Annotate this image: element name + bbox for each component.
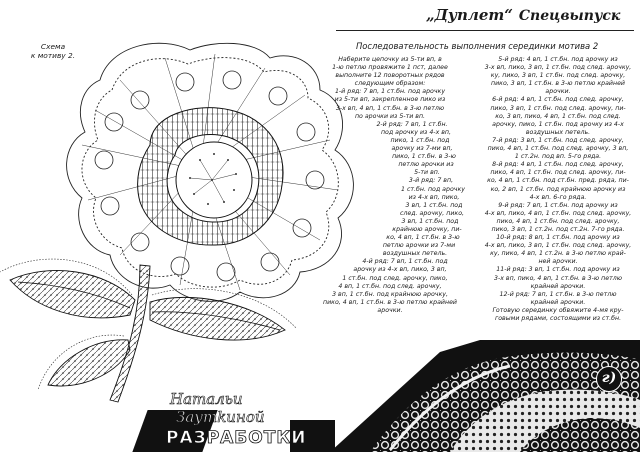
schema-label-line: Схема <box>40 42 66 51</box>
text-line: 3-х вп, пико, 4 вп, 1 ст.бн. в 3-ю петлю <box>493 274 622 282</box>
text-line: петлю арочки из <box>398 161 454 169</box>
text-line: 4 вп, 1 ст.бн. под след. арочку, <box>338 282 442 290</box>
text-line: 3 вп, 1 ст.бн. под <box>401 217 459 225</box>
text-line: 6-й ряд: 4 вп, 1 ст.бн. под след. арочку, <box>492 96 624 104</box>
text-line: 3-й ряд: 7 вп, <box>408 177 454 185</box>
text-line: 1 ст.бн. под арочку <box>401 185 465 193</box>
magazine-name: „Дуплет“ <box>426 6 513 24</box>
text-line: 10-й ряд: 8 вп, 1 ст.бн. под арочку из <box>496 234 620 242</box>
text-line: ко, 2 вп, 1 ст.бн. под крайнюю арочку из <box>490 185 626 193</box>
text-line: ку, пико, 3 вп, 1 ст.бн. под след. арочку, <box>490 72 626 80</box>
text-line: след. арочку, пико, <box>399 209 465 217</box>
text-line: 12-й ряд: 7 вп, 1 ст.бн. в 3-ю петлю <box>499 290 617 298</box>
text-line: ко, 4 вп, 1 ст.бн. в 3-ю <box>386 234 460 242</box>
text-line: арочки. <box>377 306 403 314</box>
text-line: 7-й ряд: 3 вп, 1 ст.бн. под след. арочку, <box>492 136 624 144</box>
text-line: ко, 3 вп, пико, 4 вп, 1 ст.бн. под след. <box>495 112 621 120</box>
text-line: воздушных петель. <box>525 128 591 136</box>
text-line: под арочку из 4-х вп, <box>380 128 452 136</box>
text-line: 1-й ряд: 7 вп, 1 ст.бн. под арочку <box>334 88 446 96</box>
text-line: из 4-х вп, пико, <box>408 193 460 201</box>
photo-badge: г) <box>596 366 622 392</box>
schema-label <box>18 42 88 60</box>
text-line: 8-й ряд: 4 вп, 1 ст.бн. под след. арочку, <box>492 161 624 169</box>
text-line: 1-ю петлю провяжите 1 пст, далее <box>332 64 448 72</box>
text-line: 4-х вп. 6-го ряда. <box>529 193 587 201</box>
text-line: ней арочки. <box>538 258 578 266</box>
text-line: выполните 12 поворотных рядов <box>335 72 445 80</box>
leaf-left <box>10 270 135 317</box>
author-signature <box>160 386 310 452</box>
author-line: Заутkиной <box>176 408 265 426</box>
text-line: ко, 4 вп, 1 ст.бн. под ст.бн. пред. ряда, пи- <box>487 177 629 185</box>
author-line: РАЗРАБОТКИ <box>166 428 307 448</box>
text-line: 1 ст.2н. под вп. 5-го ряда. <box>514 153 602 161</box>
text-line: 11-й ряд: 3 вп, 1 ст.бн. под арочку из <box>496 266 620 274</box>
text-line: воздушных петель. <box>382 250 448 258</box>
leaf-right <box>150 297 285 340</box>
text-line: 1 ст.бн. под след. арочку, пико, <box>342 274 448 282</box>
text-line: пико, 3 вп, 1 ст.бн. под след. арочку, пи- <box>490 104 626 112</box>
text-line: 3 вп, 1 ст.бн. под крайнюю арочку, <box>332 290 448 298</box>
text-line: 5-й ряд: 4 вп, 1 ст.бн. под арочку из <box>498 56 618 63</box>
text-line: пико, 4 вп, 1 ст.бн. в 3-ю петлю крайней <box>323 298 457 306</box>
magazine-header <box>426 6 636 26</box>
special-issue-label: Спецвыпуск <box>518 8 621 24</box>
text-line: 3-х вп, 4 вп, 1 ст.бн. в 3-ю петлю <box>335 104 445 112</box>
text-line: пико, 4 вп, 1 ст.бн. под след. арочку, 3 вп, <box>487 145 629 153</box>
header-rule <box>336 30 634 31</box>
text-line: арочку из 4-х вп, пико, 3 вп, <box>353 266 447 274</box>
instructions-column-right <box>482 56 634 323</box>
text-line: 9-й ряд: 7 вп, 1 ст.бн. под арочку из <box>498 201 618 209</box>
text-line: пико, 3 вп, 1 ст.бн. в 3-ю петлю крайней <box>491 80 625 88</box>
text-line: Готовую серединку обвяжите 4-мя кру- <box>492 306 624 314</box>
text-line: 2-й ряд: 7 вп, 1 ст.бн. <box>376 120 448 128</box>
text-line: 3 вп, 1 ст.бн. под <box>405 201 463 209</box>
text-line: говыми рядами, состоящими из ст.бн. <box>494 315 622 322</box>
text-line: 4-х вп, пико, 3 вп, 1 ст.бн. под след. арочку, <box>484 242 632 250</box>
text-line: пико, 1 ст.бн. под <box>390 136 450 144</box>
text-line: по арочки из 5-ти вп. <box>354 112 426 120</box>
text-line: крайней арочки. <box>530 282 586 290</box>
text-line: крайней арочки. <box>530 298 586 306</box>
text-line: пико, 1 ст.бн. в 3-ю <box>392 153 456 161</box>
lace-photo <box>330 340 640 452</box>
text-line: 3-х вп, пико, 3 вп, 1 ст.бн. под след. арочку, <box>484 64 632 72</box>
text-line: арочку, пико, 1 ст.бн. под арочку из 4-х <box>492 120 624 128</box>
text-line: следующим образом: <box>354 80 426 88</box>
text-line: Наберите цепочку из 5-ти вп, в <box>338 56 442 63</box>
text-line: пико, 3 вп, 1 ст.2н. под ст.2н. 7-го ряда. <box>491 225 625 233</box>
author-line: Натальи <box>170 390 243 408</box>
text-line: 4-х вп, пико, 4 вп, 1 ст.бн. под след. арочку, <box>484 209 632 217</box>
text-line: арочки. <box>545 88 571 96</box>
text-line: арочку из 7-ми вп, <box>391 145 453 153</box>
text-line: крайнюю арочку, пи- <box>392 225 462 233</box>
text-line: 5-ти вп. <box>414 169 440 177</box>
section-title: Последовательность выполнения серединки мотива 2 <box>356 41 599 51</box>
text-line: петлю арочки из 7-ми <box>382 242 456 250</box>
instructions-column-left <box>300 56 480 315</box>
schema-label-line: к мотиву 2. <box>30 51 76 60</box>
text-line: 4-й ряд: 7 вп, 1 ст.бн. под <box>362 258 448 266</box>
text-line: пико, 4 вп, 1 ст.бн. под след. арочку, пи- <box>490 169 626 177</box>
text-line: из 5-ти вп, закрепленное пико из <box>334 96 446 104</box>
text-line: пико, 4 вп, 1 ст.бн. под след. арочку, <box>496 217 620 225</box>
text-line: ку, пико, 4 вп, 1 ст.2н. в 3-ю петлю край- <box>490 250 626 258</box>
